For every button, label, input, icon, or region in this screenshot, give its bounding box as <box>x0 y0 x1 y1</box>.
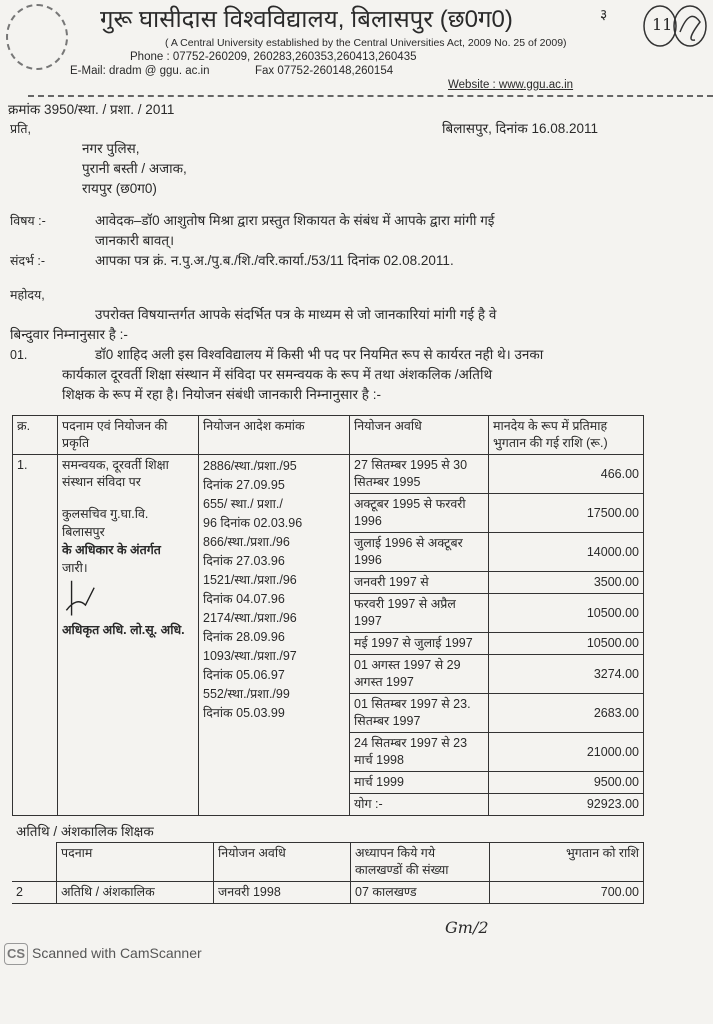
paragraph: बिन्दुवार निम्नानुसार है :- <box>10 327 128 342</box>
letter-date: बिलासपुर, दिनांक 16.08.2011 <box>442 121 599 136</box>
order-line: 1521/स्था./प्रशा./96 <box>203 573 297 587</box>
post-cell <box>58 455 199 816</box>
point-text: कार्यकाल दूरवर्ती शिक्षा संस्थान में संविदा पर समन्वयक के रूप में तथा अंशकलिक /अतिथि <box>62 367 493 382</box>
post-cell: अतिथि / अंशकालिक <box>57 882 214 904</box>
letterhead-email: E-Mail: dradm @ ggu. ac.in <box>70 65 210 77</box>
order-line: 96 दिनांक 02.03.96 <box>203 516 303 530</box>
letterhead-fax: Fax 07752-260148,260154 <box>255 65 394 77</box>
order-line: दिनांक 28.09.96 <box>203 630 285 644</box>
letterhead-website: Website : www.ggu.ac.in <box>448 79 574 91</box>
amount-cell: 2683.00 <box>489 694 644 733</box>
amount-cell: 14000.00 <box>489 533 644 572</box>
blank-cell <box>12 843 57 882</box>
stamp-line: कुलसचिव गु.घा.वि. बिलासपुर <box>62 507 149 539</box>
camscanner-logo: CS <box>4 943 28 965</box>
university-name: गुरू घासीदास विश्वविद्यालय, बिलासपुर (छ0ग0) <box>100 6 513 33</box>
page-footer <box>0 918 713 968</box>
order-line: 866/स्था./प्रशा./96 <box>203 535 290 549</box>
camscanner-text: Scanned with CamScanner <box>32 945 202 961</box>
point-row <box>0 345 713 405</box>
header-sno: क्र. <box>13 416 58 455</box>
reference-row <box>0 251 713 271</box>
amount-cell: 3274.00 <box>489 655 644 694</box>
handwritten-mark: ३ <box>600 7 608 23</box>
camscanner-watermark <box>4 942 202 965</box>
employment-table <box>12 415 644 816</box>
reference-label: संदर्भ :- <box>10 254 45 268</box>
period-cell: जनवरी 1998 <box>214 882 351 904</box>
period-cell: जनवरी 1997 से <box>350 572 489 594</box>
order-line: दिनांक 05.03.99 <box>203 706 285 720</box>
table-header-row <box>12 843 644 882</box>
stamp-line: जारी। <box>62 561 88 575</box>
amount-cell: 700.00 <box>490 882 644 904</box>
point-block <box>62 345 713 405</box>
header-amount: मानदेय के रूप में प्रतिमाह भुगतान की गई राशि (रू.) <box>489 416 644 455</box>
handwritten-initials: Gm/2 <box>445 918 489 937</box>
post-text: समन्वयक, दूरवर्ती शिक्षा संस्थान संविदा पर <box>62 458 169 489</box>
count-cell: 07 कालखण्ड <box>351 882 490 904</box>
sno-cell: 1. <box>13 455 58 816</box>
salutation: महोदय, <box>10 288 45 302</box>
subject-label: विषय :- <box>10 214 46 228</box>
paragraph: उपरोक्त विषयान्तर्गत आपके संदर्भित पत्र के माध्यम से जो जानकारियां मांगी गई है वे <box>95 307 497 322</box>
amount-cell: 21000.00 <box>489 733 644 772</box>
period-cell: अक्टूबर 1995 से फरवरी 1996 <box>350 494 489 533</box>
order-line: दिनांक 05.06.97 <box>203 668 285 682</box>
period-cell: मई 1997 से जुलाई 1997 <box>350 633 489 655</box>
amount-cell: 10500.00 <box>489 594 644 633</box>
period-cell: 24 सितम्बर 1997 से 23 मार्च 1998 <box>350 733 489 772</box>
address-line: पुरानी बस्ती / अजाक, <box>82 161 187 176</box>
table-row <box>12 882 644 904</box>
subject-row <box>0 211 713 251</box>
letterhead-contact-row <box>0 64 713 78</box>
letterhead-subtitle: ( A Central University established by the Central Universities Act, 2009 No. 25 of 2009) <box>165 37 567 49</box>
order-line: दिनांक 04.07.96 <box>203 592 285 606</box>
stamp-line: के अधिकार के अंतर्गत <box>62 543 161 557</box>
header-order: नियोजन आदेश कमांक <box>199 416 350 455</box>
section-label: अतिथि / अंशकालिक शिक्षक <box>16 824 154 839</box>
order-line: दिनांक 27.03.96 <box>203 554 285 568</box>
subject-text: आवेदक–डॉ0 आशुतोष मिश्रा द्वारा प्रस्तुत शिकायत के संबंध में आपके द्वारा मांगी गई <box>95 213 495 228</box>
order-line: 655/ स्था./ प्रशा./ <box>203 497 283 511</box>
amount-cell: 9500.00 <box>489 772 644 794</box>
office-stamp <box>62 505 194 639</box>
subject-block <box>95 211 713 251</box>
reference-number: क्रमांक 3950/स्था. / प्रशा. / 2011 <box>8 102 175 117</box>
period-cell: फरवरी 1997 से अप्रैल 1997 <box>350 594 489 633</box>
subject-text: जानकारी बावत्। <box>95 233 175 248</box>
signature <box>62 579 102 619</box>
header-post: पदनाम <box>57 843 214 882</box>
date-row <box>0 119 713 139</box>
period-cell: 27 सितम्बर 1995 से 30 सितम्बर 1995 <box>350 455 489 494</box>
header-period: नियोजन अवधि <box>214 843 351 882</box>
letterhead-divider <box>28 95 713 97</box>
order-line: 2174/स्था./प्रशा./96 <box>203 611 297 625</box>
to-label: प्रति, <box>10 122 31 136</box>
order-line: 1093/स्था./प्रशा./97 <box>203 649 297 663</box>
header-period: नियोजन अवधि <box>350 416 489 455</box>
amount-cell: 466.00 <box>489 455 644 494</box>
period-cell: 01 अगस्त 1997 से 29 अगस्त 1997 <box>350 655 489 694</box>
address-line: नगर पुलिस, <box>82 141 140 156</box>
reference-text: आपका पत्र क्रं. न.पु.अ./पु.ब./शि./वरि.कार्या./53/11 दिनांक 02.08.2011. <box>95 253 454 268</box>
stamp-line: अधिकृत अधि. लो.सू. अधि. <box>62 623 185 637</box>
amount-cell: 10500.00 <box>489 633 644 655</box>
point-number: 01. <box>10 348 28 362</box>
period-cell: 01 सितम्बर 1997 से 23. सितम्बर 1997 <box>350 694 489 733</box>
amount-cell: 17500.00 <box>489 494 644 533</box>
point-text: शिक्षक के रूप में रहा है। नियोजन संबंधी जानकारी निम्नानुसार है :- <box>62 387 381 402</box>
university-seal <box>6 4 68 70</box>
order-line: दिनांक 27.09.95 <box>203 478 285 492</box>
table-row <box>13 455 644 494</box>
total-amount: 92923.00 <box>489 794 644 816</box>
guest-teacher-table <box>12 842 644 904</box>
header-count: अध्यापन किये गये कालखण्डों की संख्या <box>351 843 490 882</box>
letterhead-phone: Phone : 07752-260209, 260283,260353,260413,260435 <box>130 51 417 63</box>
sno-cell: 2 <box>12 882 57 904</box>
header-amount: भुगतान को राशि <box>490 843 644 882</box>
order-line: 552/स्था./प्रशा./99 <box>203 687 290 701</box>
point-text: डॉ0 शाहिद अली इस विश्वविद्यालय में किसी भी पद पर नियमित रूप से कार्यरत नही थे। उनका <box>95 347 544 362</box>
header-post: पदनाम एवं नियोजन की प्रकृति <box>58 416 199 455</box>
orders-cell <box>199 455 350 816</box>
handwritten-circled-number <box>640 2 708 50</box>
table-header-row <box>13 416 644 455</box>
period-cell: जुलाई 1996 से अक्टूबर 1996 <box>350 533 489 572</box>
period-cell: मार्च 1999 <box>350 772 489 794</box>
order-line: 2886/स्था./प्रशा./95 <box>203 459 297 473</box>
address-line: रायपुर (छ0ग0) <box>82 181 157 196</box>
amount-cell: 3500.00 <box>489 572 644 594</box>
corner-number: 11 <box>652 15 673 34</box>
total-label: योग :- <box>350 794 489 816</box>
